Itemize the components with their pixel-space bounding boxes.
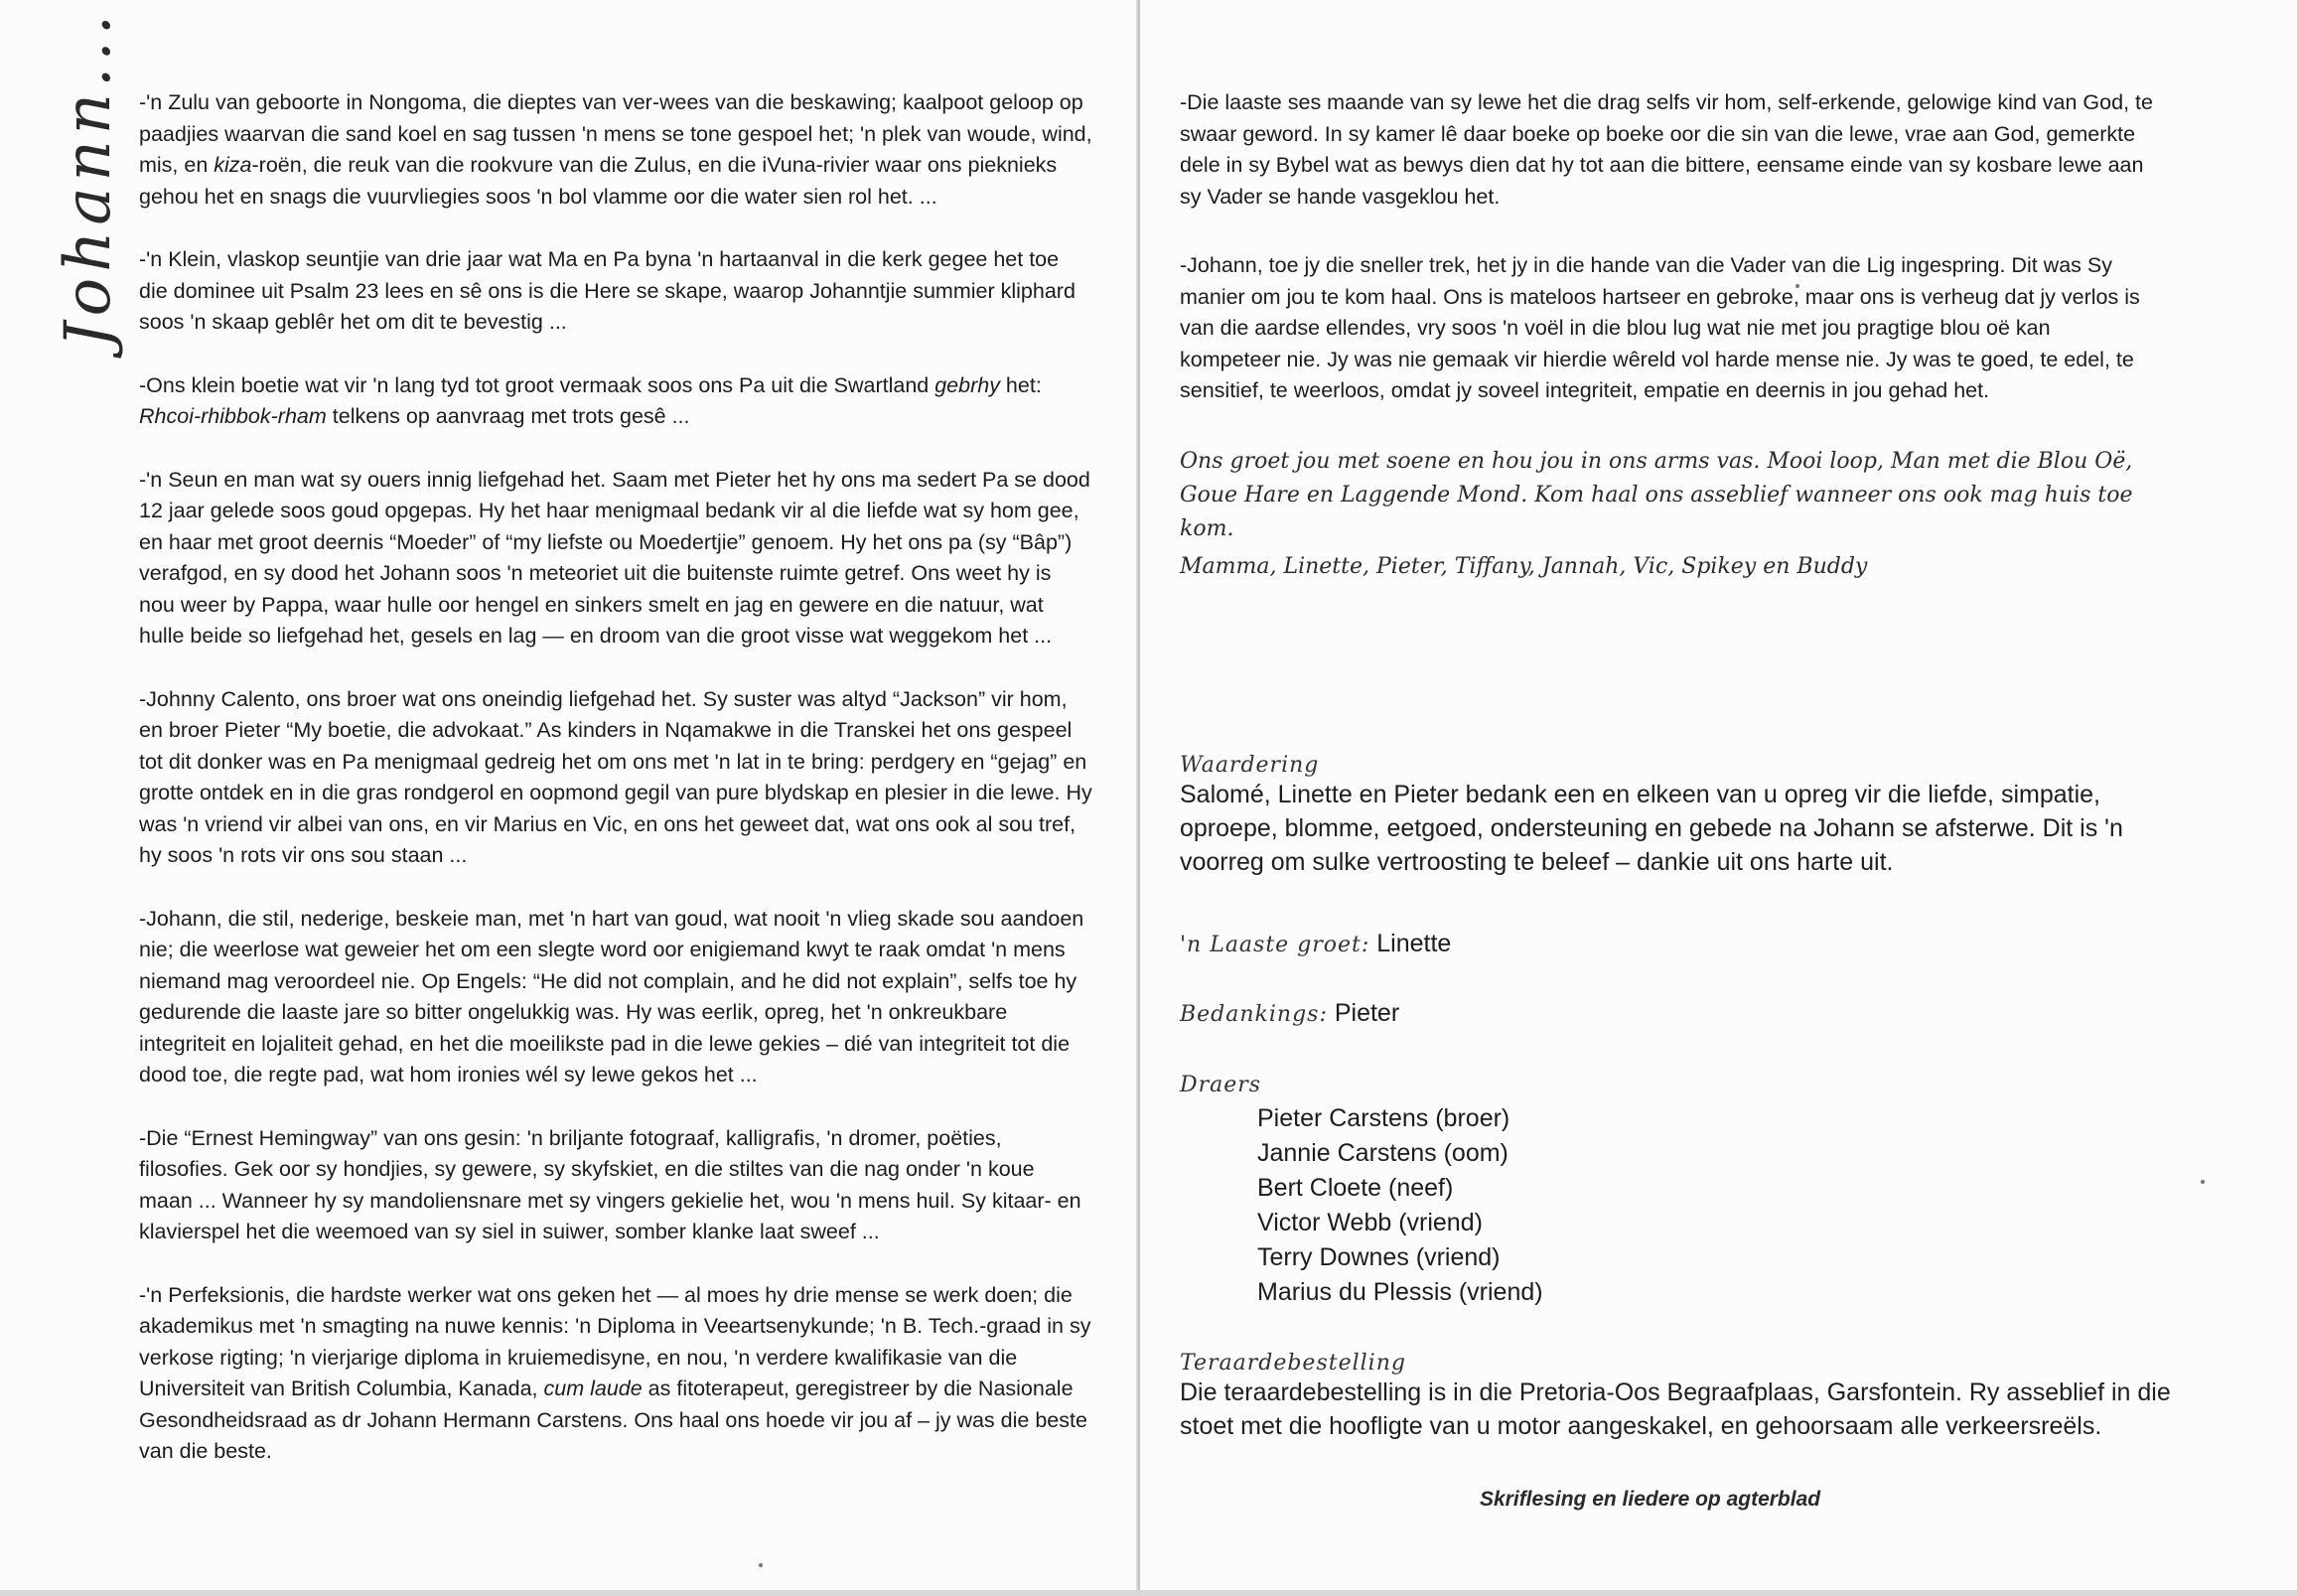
tribute-paragraph: [139, 1280, 1092, 1468]
bearer-name: Pieter Carstens (broer): [1257, 1104, 1510, 1132]
tribute-paragraph: [139, 244, 1092, 339]
text-run: het:: [999, 372, 1042, 397]
text-run: -Ons klein boetie wat vir 'n lang tyd tot groot vermaak soos ons Pa uit die Swartland: [139, 372, 935, 397]
waardering-heading: Waardering: [1180, 753, 1320, 778]
waardering-text: Salomé, Linette en Pieter bedank een en elkeen van u opreg vir die liefde, simpatie, oproepe, blomme, eetgoed, ondersteuning en gebede na Johann se afsterwe. Dit is 'n voorreg om sulke vertroosting te beleef – dankie uit ons harte uit.: [1180, 781, 2123, 876]
text-run: -'n Seun en man wat sy ouers innig liefgehad het. Saam met Pieter het hy ons ma sedert Pa se dood 12 jaar gelede soos goud opgepas. Hy het haar menigmaal bedank vir al die liefde wat sy hom gee, en haar met groot deernis “Moeder” of “my liefste ou Moedertjie” genoem. Hy het ons pa (sy “Bâp”) verafgod, en sy dood het Johann soos 'n meteoriet uit die buitenste ruimte getref. Ons weet hy is nou weer by Pappa, waar hulle oor hengel en sinkers smelt en jag en gewere en die natuur, wat hulle beide so liefgehad het, gesels en lag — en droom van die groot visse wat weggekom het ...: [139, 467, 1090, 648]
teraardebestelling-section: [1180, 1351, 2173, 1443]
italic-phrase: Rhcoi-rhibbok-rham: [139, 404, 327, 428]
bedankings-label: Bedankings:: [1180, 1002, 1328, 1027]
text-run: -roën, die reuk van die rookvure van die Zulus, en die iVuna-rivier waar ons pieknieks gehou het en snags die vuurvliegies soos 'n bol vlamme oor die water sien rol het. ...: [139, 153, 1058, 209]
text-run: -'n Zulu van geboorte in Nongoma, die dieptes van ver-wees van die beskawing; kaalpoot geloop op paadjies waarvan die sand koel en sag tussen 'n mens se tone gespoel het; 'n plek van woude, wind, mis, en: [139, 90, 1092, 177]
paper-speck: [2201, 1180, 2205, 1184]
text-run: -'n Klein, vlaskop seuntjie van drie jaar wat Ma en Pa byna 'n hartaanval in die kerk gegee het toe die dominee uit Psalm 23 lees en sê ons is die Here se skape, waarop Johanntjie summier kliphard soos 'n skaap geblêr het om dit te bevestig ...: [139, 247, 1076, 334]
tribute-paragraph: [139, 904, 1092, 1091]
tribute-paragraph: [139, 87, 1092, 213]
italic-phrase: gebrhy: [934, 372, 1000, 397]
family-signature: Mamma, Linette, Pieter, Tiffany, Jannah, Vic, Spikey en Buddy: [1180, 553, 1868, 579]
scan-edge: [0, 1590, 2297, 1596]
left-page: [0, 0, 1140, 1596]
text-run: telkens op aanvraag met trots gesê ...: [326, 404, 690, 428]
text-run: as fitoterapeut, geregistreer by die Nasionale Gesondheidsraad as dr Johann Hermann Carstens. Ons haal ons hoede vir jou af – jy was die beste van die beste.: [139, 1377, 1087, 1463]
bearer-name: Jannie Carstens (oom): [1257, 1139, 1508, 1167]
draers-section: [1180, 1073, 2173, 1310]
text-run: -'n Perfeksionis, die hardste werker wat ons geken het — al moes hy drie mense se werk doen; die akademikus met 'n smagting na nuwe kennis: 'n Diploma in Veeartsenykunde; 'n B. Tech.-graad in sy verkose rigting; 'n vierjarige diploma in kruiemedisyne, en nou, 'n verdere kwalifikasie van die Universiteit van British Columbia, Kanada,: [139, 1282, 1091, 1400]
laaste-groet-label: 'n Laaste groet:: [1180, 933, 1370, 957]
waardering-section: [1180, 753, 2173, 879]
paper-speck: [759, 1563, 763, 1567]
closing-column: [1180, 87, 2153, 584]
side-title: Johann...: [52, 8, 125, 348]
closing-paragraph: -Die laaste ses maande van sy lewe het die drag selfs vir hom, self-erkende, gelowige kind van God, te swaar geword. In sy kamer lê daar boeke op boeke oor die sin van die lewe, vrae aan God, gemerkte dele in sy Bybel wat as bewys dien dat hy tot aan die bittere, eensame einde van sy kosbare lewe aan sy Vader se hande vasgeklou het.: [1180, 90, 2153, 209]
bedankings-row: [1180, 999, 2173, 1028]
laaste-groet-row: [1180, 930, 2173, 958]
tribute-paragraph: [139, 370, 1092, 433]
closing-paragraph: -Johann, toe jy die sneller trek, het jy in die hande van die Vader van die Lig ingespring. Dit was Sy manier om jou te kom haal. Ons is mateloos hartseer en gebroke, maar ons is verheug dat jy verlos is van die aardse ellendes, vry soos 'n voël in die blou lug wat nie met jou pragtige blou oë kan kompeteer nie. Jy was nie gemaak vir hierdie wêreld vol harde mense nie. Jy was te goed, te edel, te sensitief, te weerloos, omdat jy soveel integriteit, empatie en deernis in jou gehad het.: [1180, 253, 2140, 402]
bearers-list: [1257, 1101, 2173, 1310]
italic-phrase: cum laude: [543, 1377, 643, 1400]
tribute-paragraph: [139, 465, 1092, 653]
draers-heading: Draers: [1180, 1073, 1262, 1097]
bearer-name: Terry Downes (vriend): [1257, 1243, 1501, 1271]
bedankings-name: Pieter: [1334, 999, 1400, 1027]
farewell-message: Ons groet jou met soene en hou jou in ons arms vas. Mooi loop, Man met die Blou Oë, Goue Hare en Laggende Mond. Kom haal ons asseblief wanneer ons ook mag huis toe kom.: [1180, 448, 2133, 541]
laaste-groet-name: Linette: [1376, 930, 1452, 957]
tribute-column: [139, 87, 1092, 1500]
text-run: -Johann, die stil, nederige, beskeie man, met 'n hart van goud, wat nooit 'n vlieg skade sou aandoen nie; die weerlose wat geweier het om een slegte word oor enigiemand kwyt te raak omdat 'n mens niemand mag veroordeel nie. Op Engels: “He did not complain, and he did not explain”, selfs toe hy gedurende die laaste jare so bitter ongelukkig was. Hy was eerlik, opreg, het 'n onkreukbare integriteit en lojaliteit gehad, en het die moeilikste pad in die lewe gekies – dié van integriteit tot die dood toe, die regte pad, wat hom ironies wél sy lewe gekos het ...: [139, 906, 1084, 1087]
teraardebestelling-text: Die teraardebestelling is in die Pretoria-Oos Begraafplaas, Garsfontein. Ry asseblief in die stoet met die hoofligte van u motor aangeskakel, en gehoorsaam alle verkeersreëls.: [1180, 1378, 2171, 1440]
back-page-note: Skriflesing en liedere op agterblad: [1480, 1488, 1821, 1511]
tribute-paragraph: [139, 1123, 1092, 1248]
bearer-name: Marius du Plessis (vriend): [1257, 1278, 1543, 1306]
text-run: -Die “Ernest Hemingway” van ons gesin: 'n briljante fotograaf, kalligrafis, 'n dromer, poëties, filosofies. Gek oor sy hondjies, sy gewere, sy skyfskiet, en die stiltes van die nag onder 'n koue maan ... Wanneer hy sy mandoliensnare met sy vingers gekielie het, wou 'n mens huil. Sy kitaar- en klavierspel het die weemoed van sy siel in suiwer, somber klanke laat sweef ...: [139, 1125, 1081, 1243]
bearer-name: Bert Cloete (neef): [1257, 1174, 1454, 1202]
italic-phrase: kiza: [214, 153, 252, 177]
text-run: -Johnny Calento, ons broer wat ons oneindig liefgehad het. Sy suster was altyd “Jackson” vir hom, en broer Pieter “My boetie, die advokaat.” As kinders in Nqamakwe in die Transkei het ons gespeel tot dit donker was en Pa menigmaal gedreig het om ons met 'n lat in te bring: perdgery en “gejag” en grotte ontdek en in die gras rondgerol en oopmond gegil van pure blydskap en plesier in die lewe. Hy was 'n vriend vir albei van ons, en vir Marius en Vic, en ons het geweet dat, wat ons ook al sou tref, hy soos 'n rots vir ons sou staan ...: [139, 686, 1092, 867]
tribute-paragraph: [139, 684, 1092, 872]
bearer-name: Victor Webb (vriend): [1257, 1209, 1483, 1236]
teraardebestelling-heading: Teraardebestelling: [1180, 1351, 1406, 1376]
